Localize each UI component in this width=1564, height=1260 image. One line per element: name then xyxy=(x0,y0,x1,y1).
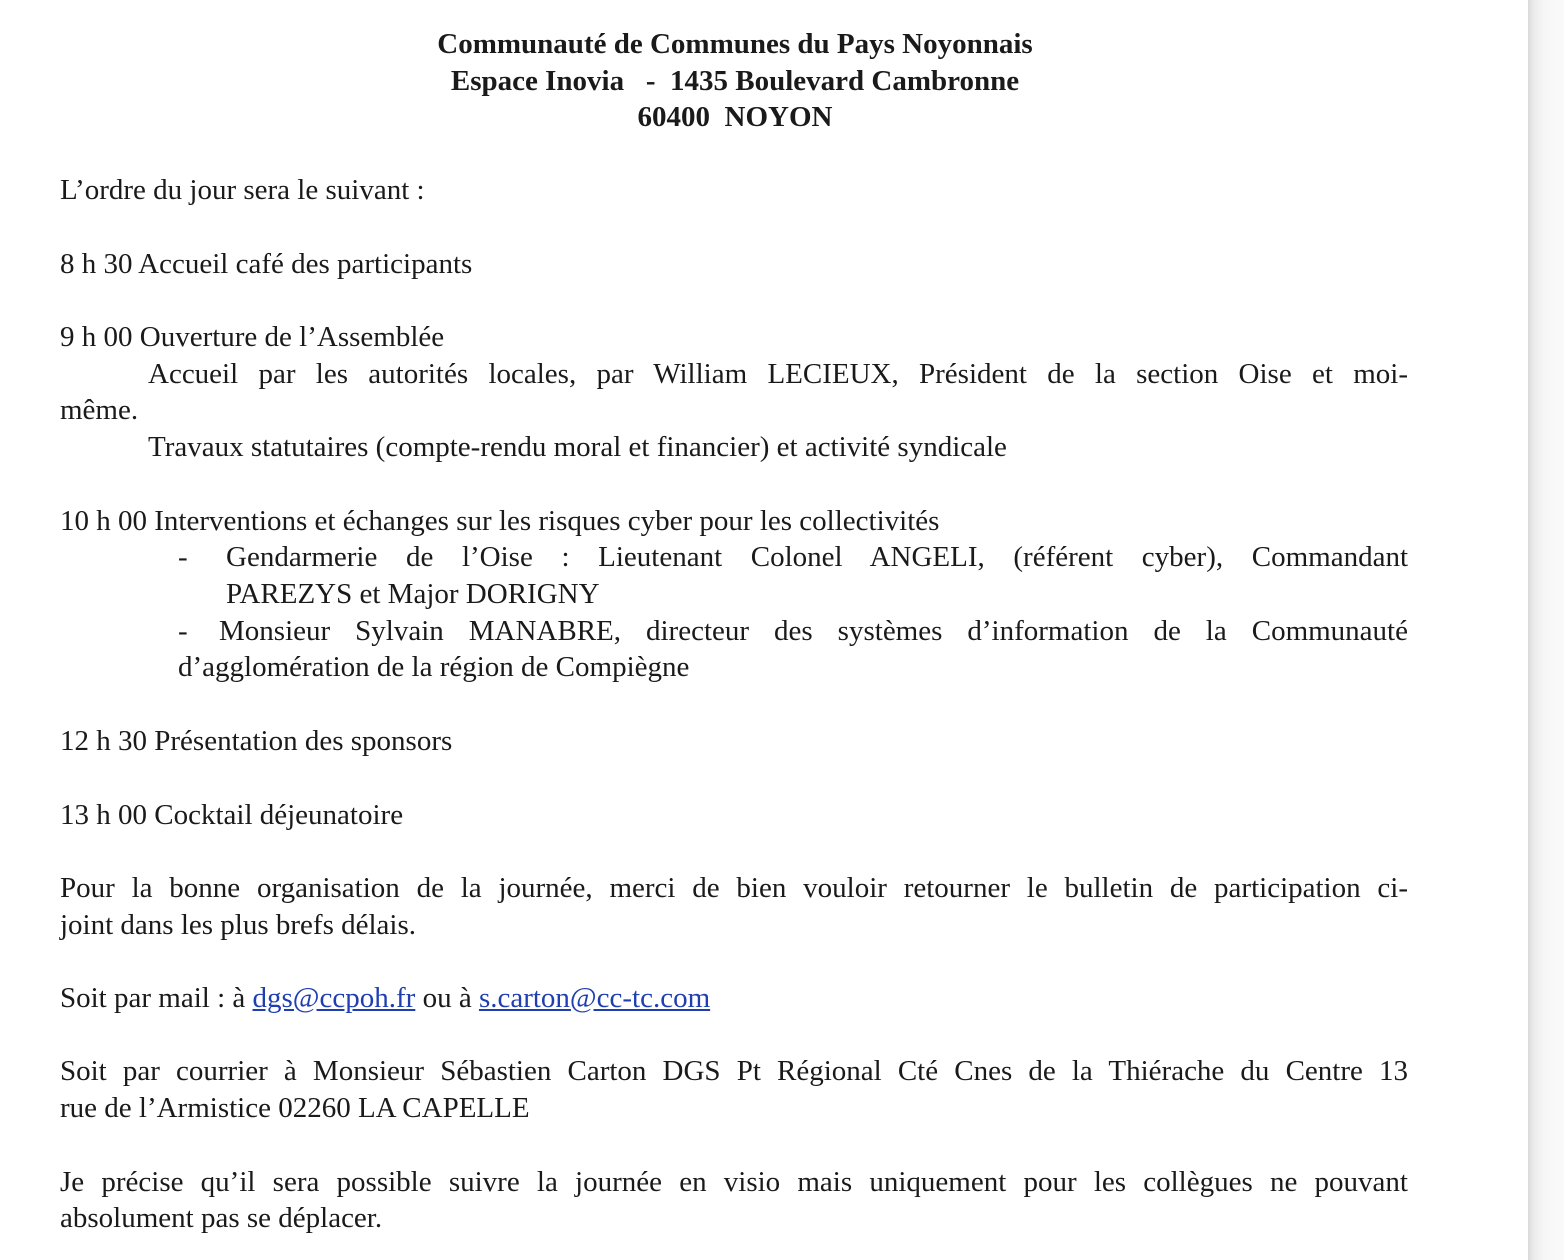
header-address: Espace Inovia - 1435 Boulevard Cambronne xyxy=(450,65,1020,97)
mail-middle: ou à xyxy=(415,982,479,1014)
agenda-1000-speaker-2-cont: d’agglomération de la région de Compiègne xyxy=(178,651,690,683)
header-city: 60400 NOYON xyxy=(637,101,833,133)
agenda-item-1000: 10 h 00 Interventions et échanges sur les risques cyber pour les collectivités xyxy=(60,505,940,537)
courrier-paragraph-cont: rue de l’Armistice 02260 LA CAPELLE xyxy=(60,1092,530,1124)
agenda-0900-detail-1-cont: même. xyxy=(60,394,139,426)
bullet-dash: - xyxy=(178,541,188,573)
agenda-1000-speaker-2: Monsieur Sylvain MANABRE, directeur des systèmes d’information de la Communauté xyxy=(219,615,1408,647)
visio-paragraph-cont: absolument pas se déplacer. xyxy=(60,1202,383,1234)
courrier-paragraph: Soit par courrier à Monsieur Sébastien Carton DGS Pt Régional Cté Cnes de la Thiérache du Centre 13 xyxy=(60,1055,1408,1087)
agenda-item-1300: 13 h 00 Cocktail déjeunatoire xyxy=(60,799,404,831)
agenda-item-1230: 12 h 30 Présentation des sponsors xyxy=(60,725,453,757)
organisation-paragraph-cont: joint dans les plus brefs délais. xyxy=(60,909,417,941)
visio-paragraph: Je précise qu’il sera possible suivre la journée en visio mais uniquement pour les collègues ne pouvant xyxy=(60,1166,1408,1198)
agenda-item-0830: 8 h 30 Accueil café des participants xyxy=(60,248,473,280)
mail-line xyxy=(60,980,710,1016)
email-link-dgs[interactable]: dgs@ccpoh.fr xyxy=(252,982,416,1014)
mail-prefix: Soit par mail : à xyxy=(60,982,253,1014)
agenda-1000-speaker-1-cont: PAREZYS et Major DORIGNY xyxy=(226,578,600,610)
page-edge-shadow xyxy=(1528,0,1564,1260)
agenda-0900-detail-2: Travaux statutaires (compte-rendu moral et financier) et activité syndicale xyxy=(148,431,1007,463)
agenda-0900-detail-1: Accueil par les autorités locales, par William LECIEUX, Président de la section Oise et moi- xyxy=(148,358,1408,390)
organisation-paragraph: Pour la bonne organisation de la journée, merci de bien vouloir retourner le bulletin de participation ci- xyxy=(60,872,1408,904)
header-organisation: Communauté de Communes du Pays Noyonnais xyxy=(437,28,1033,60)
bullet-dash: - xyxy=(178,615,188,647)
agenda-intro: L’ordre du jour sera le suivant : xyxy=(60,174,425,206)
agenda-1000-speaker-1: Gendarmerie de l’Oise : Lieutenant Colonel ANGELI, (référent cyber), Commandant xyxy=(226,541,1408,573)
email-link-carton[interactable]: s.carton@cc-tc.com xyxy=(478,982,711,1014)
agenda-item-0900: 9 h 00 Ouverture de l’Assemblée xyxy=(60,321,445,353)
